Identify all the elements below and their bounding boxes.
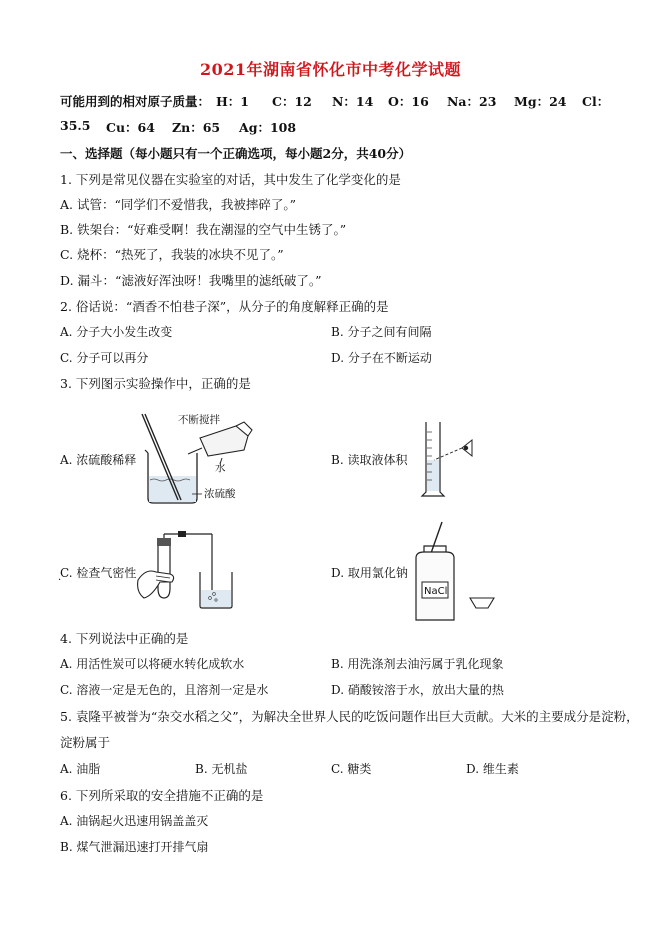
q5-option-a: A. 油脂	[60, 762, 101, 776]
atomic-mass-ag: Ag：108	[239, 120, 297, 135]
fig-a-label-stir: 不断搅拌	[178, 414, 220, 426]
atomic-mass-cu: Cu：64	[106, 120, 155, 135]
q2-option-c: C. 分子可以再分	[60, 351, 149, 365]
atomic-mass-mg: Mg：24	[514, 94, 567, 109]
fig-d-label: NaCl	[424, 586, 448, 597]
q6-stem: 6. 下列所采取的安全措施不正确的是	[60, 788, 264, 803]
q3-option-d: D. 取用氯化钠	[331, 566, 408, 580]
figure-nacl-bottle	[412, 516, 502, 626]
q4-option-d: D. 硝酸铵溶于水，放出大量的热	[331, 683, 504, 697]
atomic-mass-n: N：14	[332, 94, 374, 109]
fig-a-stream	[188, 448, 202, 454]
q3-option-c-mark: ·	[58, 575, 62, 586]
fig-a-label-water: 水	[215, 462, 226, 474]
q2-option-d: D. 分子在不断运动	[331, 351, 432, 365]
q4-option-a: A. 用活性炭可以将硬水转化成软水	[60, 657, 245, 671]
atomic-mass-c: C：12	[272, 94, 312, 109]
q1-option-d: D. 漏斗：“滤液好浑浊呀！我嘴里的滤纸破了。”	[60, 273, 322, 288]
figure-acid-dilution	[140, 408, 270, 508]
q1-option-c: C. 烧杯：“热死了，我装的冰块不见了。”	[60, 247, 284, 262]
q3-stem: 3. 下列图示实验操作中，正确的是	[60, 376, 251, 391]
q3-option-c: C. 检查气密性	[60, 566, 137, 580]
q4-option-b: B. 用洗涤剂去油污属于乳化现象	[331, 657, 504, 671]
q6-option-a: A. 油锅起火迅速用锅盖盖灭	[60, 814, 209, 828]
atomic-mass-zn: Zn：65	[172, 120, 221, 135]
fig-c-hand	[138, 571, 174, 598]
fig-a-label-acid: 浓硫酸	[204, 488, 236, 500]
figure-graduated-cylinder	[410, 418, 480, 502]
q2-option-b: B. 分子之间有间隔	[331, 325, 432, 339]
q4-option-c: C. 溶液一定是无色的，且溶剂一定是水	[60, 683, 269, 697]
q3-option-b: B. 读取液体积	[331, 453, 408, 467]
q3-option-a: A. 浓硫酸稀释	[60, 453, 137, 467]
q1-option-a: A. 试管：“同学们不爱惜我，我被摔碎了。”	[60, 197, 297, 212]
fig-c-clip	[178, 531, 186, 537]
q2-stem: 2. 俗话说：“酒香不怕巷子深”，从分子的角度解释正确的是	[60, 299, 389, 314]
fig-c-stopper	[157, 538, 171, 546]
atomic-mass-label: 可能用到的相对原子质量：	[60, 94, 211, 109]
atomic-mass-na: Na：23	[447, 94, 497, 109]
q1-option-b: B. 铁架台：“好难受啊！我在潮湿的空气中生锈了。”	[60, 222, 347, 237]
figure-airtightness	[130, 532, 250, 612]
fig-a-beaker-lip	[145, 450, 148, 453]
fig-a-bottle	[200, 426, 248, 456]
fig-b-sightline	[434, 448, 462, 460]
atomic-mass-o: O：16	[388, 94, 429, 109]
fig-d-stopper	[470, 598, 494, 608]
q5-stem-continued: 淀粉属于	[60, 735, 111, 750]
q5-option-b: B. 无机盐	[195, 762, 248, 776]
q4-stem: 4. 下列说法中正确的是	[60, 631, 189, 646]
fig-d-spoon	[430, 522, 442, 556]
atomic-mass-cl-value: 35.5	[60, 118, 91, 133]
fig-b-pupil	[464, 446, 468, 450]
q5-stem: 5. 袁隆平被誉为“杂交水稻之父”，为解决全世界人民的吃饭问题作出巨大贡献。大米的主要成分是淀粉，	[60, 709, 639, 724]
atomic-mass-cl: Cl：	[582, 94, 610, 109]
q5-option-d: D. 维生素	[466, 762, 519, 776]
q5-option-c: C. 糖类	[331, 762, 372, 776]
section-heading: 一、选择题（每小题只有一个正确选项，每小题2分，共40分）	[60, 146, 412, 161]
q6-option-b: B. 煤气泄漏迅速打开排气扇	[60, 840, 209, 854]
page-title: 2021年湖南省怀化市中考化学试题	[199, 60, 462, 79]
q1-stem: 1. 下列是常见仪器在实验室的对话，其中发生了化学变化的是	[60, 172, 401, 187]
fig-b-liquid	[427, 460, 439, 491]
fig-c-test-tube	[158, 544, 170, 598]
q2-option-a: A. 分子大小发生改变	[60, 325, 173, 339]
atomic-mass-h: H：1	[216, 94, 250, 109]
